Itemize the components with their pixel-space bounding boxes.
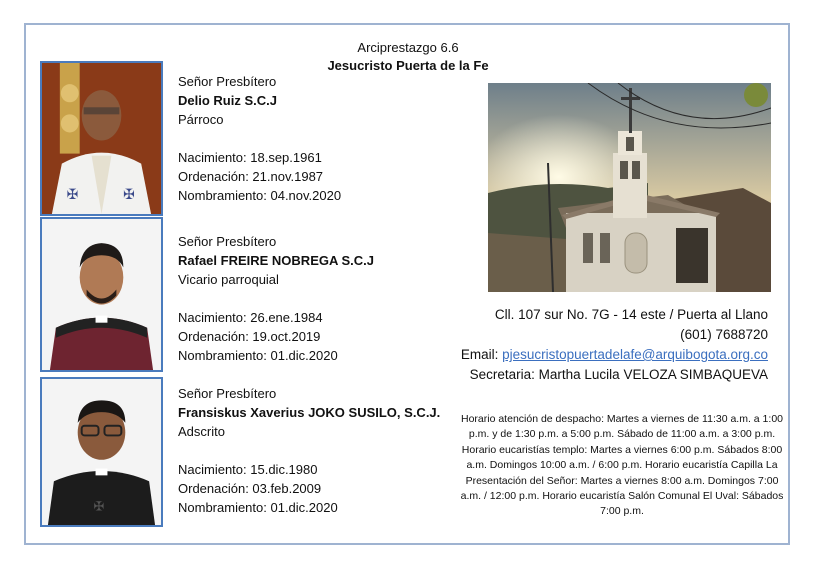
priest-title: Señor Presbítero [178, 74, 277, 89]
priest-ordination: Ordenación: 21.nov.1987 [178, 169, 324, 184]
priest-name: Fransiskus Xaverius JOKO SUSILO, S.C.J. [178, 405, 441, 420]
email-label: Email: [460, 347, 503, 362]
priest-info-3 [178, 384, 440, 517]
priest-photo-2 [40, 217, 163, 372]
priest-birth: Nacimiento: 18.sep.1961 [178, 150, 322, 165]
phone: (601) 7688720 [680, 327, 768, 342]
priest-appointment: Nombramiento: 01.dic.2020 [178, 500, 338, 515]
priest-photo-3 [40, 377, 163, 527]
email-line [461, 345, 768, 365]
schedule-text: Horario atención de despacho: Martes a viernes de 11:30 a.m. a 1:00 p.m. y de 1:30 p.m. a 5:00 p.m. Sábado de 11:00 a.m. a 3:00 p.m. Horario eucaristías templo: Martes a viernes 6:00 p.m. Sábados 8:00 a.m. Domingos 10:00 a.m. / 6:00 p.m. Horario eucaristía Capilla La Presentación del Señor: Martes a viernes 8:00 a.m. Domingos 7:00 a.m. / 12:00 p.m. Horario eucaristía Salón Comunal El Uval: Sábados 7:00 p.m. [460, 413, 784, 518]
contact-block [461, 305, 768, 385]
priest-name: Rafael FREIRE NOBREGA S.C.J [178, 253, 375, 268]
priest-birth: Nacimiento: 26.ene.1984 [178, 310, 323, 325]
priest-birth: Nacimiento: 15.dic.1980 [178, 462, 318, 477]
priest-ordination: Ordenación: 03.feb.2009 [178, 481, 322, 496]
svg-text:✠: ✠ [66, 186, 79, 203]
parish-name: Jesucristo Puerta de la Fe [327, 58, 489, 73]
secretary: Secretaria: Martha Lucila VELOZA SIMBAQUEVA [469, 367, 768, 382]
priest-name: Delio Ruiz S.C.J [178, 93, 277, 108]
church-photo [488, 83, 771, 292]
svg-text:✠: ✠ [123, 186, 135, 203]
email-link[interactable]: pjesucristopuertadelafe@arquibogota.org.co [502, 347, 768, 362]
priest-role: Adscrito [178, 424, 225, 439]
priest-role: Párroco [178, 112, 224, 127]
address: Cll. 107 sur No. 7G - 14 este / Puerta al Llano [494, 307, 768, 322]
priest-photo-1 [40, 61, 163, 216]
archdeanery-title: Arciprestazgo 6.6 [357, 40, 459, 55]
svg-text:✠: ✠ [93, 499, 105, 515]
priest-role: Vicario parroquial [178, 272, 279, 287]
priest-info-1 [178, 72, 341, 205]
priest-title: Señor Presbítero [178, 386, 277, 401]
priest-info-2 [178, 232, 374, 365]
priest-appointment: Nombramiento: 04.nov.2020 [178, 188, 342, 203]
priest-appointment: Nombramiento: 01.dic.2020 [178, 348, 338, 363]
priest-title: Señor Presbítero [178, 234, 277, 249]
priest-ordination: Ordenación: 19.oct.2019 [178, 329, 321, 344]
